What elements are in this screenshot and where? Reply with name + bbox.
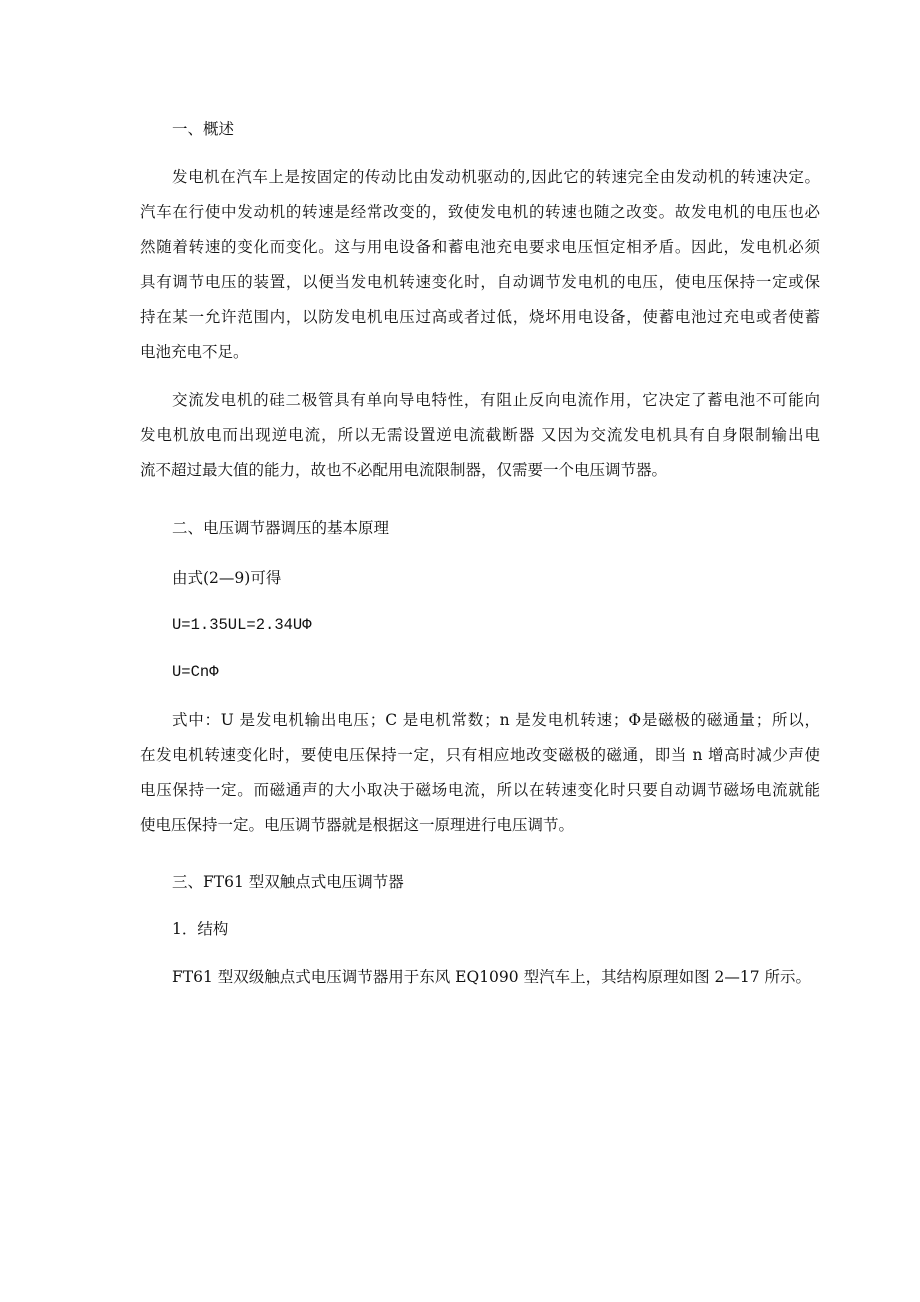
paragraph-line: 交流发电机的硅二极管具有单向导电特性，有阻止反向电流作用，它决定了蓄电池不可能向 <box>172 391 820 409</box>
paragraph-line: 然随着转速的变化而变化。这与用电设备和蓄电池充电要求电压恒定相矛盾。因此，发电机必须 <box>140 238 820 256</box>
heading-ft61: 三、FT61 型双触点式电压调节器 <box>172 873 404 891</box>
paragraph-line: 具有调节电压的装置，以便当发电机转速变化时，自动调节发电机的电压，使电压保持一定或保 <box>140 273 820 291</box>
paragraph-line: 发电机放电而出现逆电流，所以无需设置逆电流截断器 又因为交流发电机具有自身限制输出电 <box>140 426 820 444</box>
paragraph-line: 在发电机转速变化时，要使电压保持一定，只有相应地改变磁极的磁通，即当 n 增高时减少声使 <box>140 746 820 764</box>
paragraph-line: 流不超过最大值的能力，故也不必配用电流限制器，仅需要一个电压调节器。 <box>140 461 668 479</box>
paragraph-line: 持在某一允许范围内，以防发电机电压过高或者过低，烧坏用电设备，使蓄电池过充电或者使蓄 <box>140 308 820 326</box>
paragraph-line: 电压保持一定。而磁通声的大小取决于磁场电流，所以在转速变化时只要自动调节磁场电流就能 <box>140 781 820 799</box>
paragraph-line: 汽车在行使中发动机的转速是经常改变的，致使发电机的转速也随之改变。故发电机的电压也必 <box>140 203 820 221</box>
paragraph-line: FT61 型双级触点式电压调节器用于东风 EQ1090 型汽车上，其结构原理如图 2—17 所示。 <box>172 968 812 986</box>
heading-principle: 二、电压调节器调压的基本原理 <box>172 519 390 537</box>
formula-intro: 由式(2—9)可得 <box>172 569 282 587</box>
heading-structure: 1．结构 <box>172 920 229 938</box>
paragraph-line: 使电压保持一定。电压调节器就是根据这一原理进行电压调节。 <box>140 816 575 834</box>
equation-2: U=CnΦ <box>172 663 219 681</box>
paragraph-line: 发电机在汽车上是按固定的传动比由发动机驱动的,因此它的转速完全由发动机的转速决定。 <box>172 168 820 186</box>
paragraph-line: 式中：U 是发电机输出电压；C 是电机常数；n 是发电机转速；Φ是磁极的磁通量；所以， <box>172 711 820 729</box>
paragraph-line: 电池充电不足。 <box>140 343 249 361</box>
heading-overview: 一、概述 <box>172 120 235 138</box>
equation-1: U=1.35UL=2.34UΦ <box>172 616 312 634</box>
